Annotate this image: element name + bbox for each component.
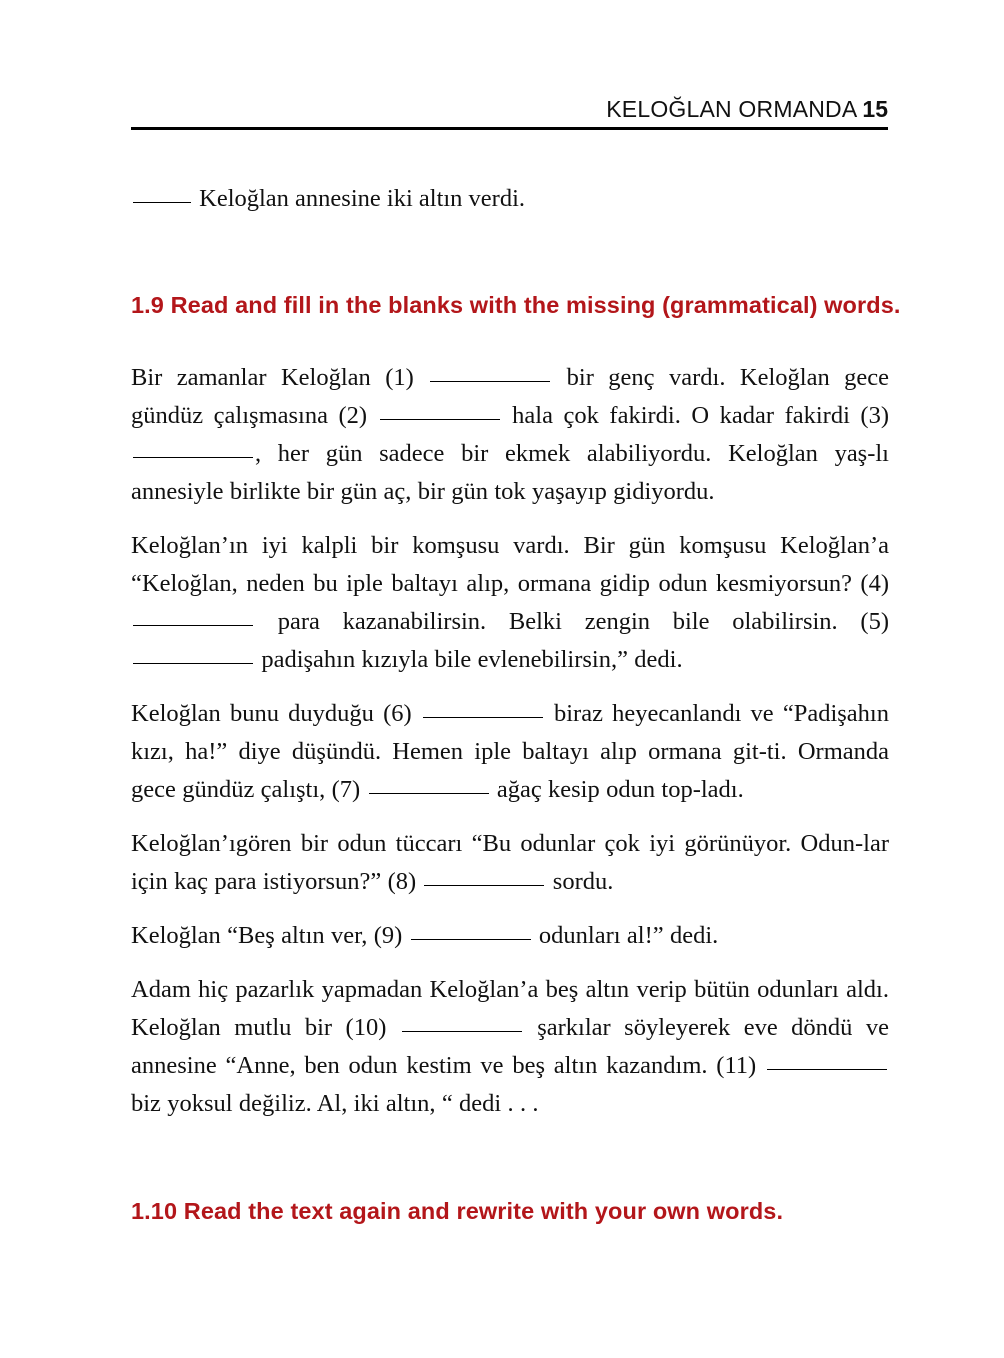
- story-paragraph: [131, 825, 889, 901]
- blank-3[interactable]: [133, 440, 253, 458]
- text-run: padişahın kızıyla bile evlenebilirsin,” dedi.: [255, 646, 683, 673]
- text-run: şarkılar söyleyerek eve döndü ve annesine “Anne, ben odun kestim ve beş altın kazandım. (11): [131, 1014, 889, 1079]
- text-run: Keloğlan’ın iyi kalpli bir komşusu vardı. Bir gün komşusu Keloğlan’a “Keloğlan, neden bu iple baltayı alıp, ormana gidip odun kesmiyorsun? (4): [131, 532, 889, 597]
- text-run: , her gün sadece bir ekmek alabiliyordu. Keloğlan yaş-lı annesiyle birlikte bir gün aç, bir gün tok yaşayıp gidiyordu.: [131, 440, 889, 505]
- blank-10[interactable]: [402, 1014, 522, 1032]
- blank-7[interactable]: [369, 776, 489, 794]
- blank-8[interactable]: [424, 868, 544, 886]
- text-run: Keloğlan bunu duyduğu (6): [131, 700, 421, 727]
- blank-6[interactable]: [423, 700, 543, 718]
- blank-2[interactable]: [380, 402, 500, 420]
- text-run: para kazanabilirsin. Belki zengin bile olabilirsin. (5): [255, 608, 889, 635]
- text-run: hala çok fakirdi. O kadar fakirdi (3): [501, 402, 890, 429]
- page-number: 15: [862, 96, 888, 122]
- blank-11[interactable]: [767, 1052, 887, 1070]
- task-heading-1-9: 1.9 Read and fill in the blanks with the missing (grammatical) words.: [131, 292, 901, 318]
- lead-sentence-text: Keloğlan annesine iki altın verdi.: [199, 185, 526, 212]
- text-run: Keloğlan’ıgören bir odun tüccarı “Bu odunlar çok iyi görünüyor. Odun-lar için kaç para istiyorsun?” (8): [131, 830, 889, 895]
- story-text-body: [131, 359, 889, 1139]
- task-heading-1-10: 1.10 Read the text again and rewrite with your own words.: [131, 1198, 784, 1224]
- text-run: Bir zamanlar Keloğlan (1): [131, 364, 429, 391]
- blank-5[interactable]: [133, 646, 253, 664]
- story-paragraph: [131, 695, 889, 809]
- text-run: odunları al!” dedi.: [532, 922, 719, 949]
- story-paragraph: [131, 359, 889, 511]
- story-paragraph: [131, 527, 889, 679]
- text-run: ağaç kesip odun top-ladı.: [490, 776, 744, 803]
- lead-sentence-block: [131, 180, 889, 266]
- blank-lead[interactable]: [133, 185, 191, 203]
- blank-9[interactable]: [411, 922, 531, 940]
- text-run: biraz heyecanlandı ve “Padişahın kızı, ha!” diye düşündü. Hemen iple baltayı alıp ormana git-ti. Ormanda gece gündüz çalıştı, (7): [131, 700, 889, 803]
- book-title: KELOĞLAN ORMANDA: [606, 96, 858, 122]
- text-run: sordu.: [546, 868, 614, 895]
- text-run: biz yoksul değiliz. Al, iki altın, “ dedi . . .: [131, 1090, 539, 1117]
- lead-sentence: [131, 180, 889, 218]
- story-paragraph: [131, 917, 889, 955]
- text-run: Adam hiç pazarlık yapmadan Keloğlan’a beş altın verip bütün odunları aldı. Keloğlan mutlu bir (10): [131, 976, 889, 1041]
- blank-4[interactable]: [133, 608, 253, 626]
- text-run: bir genç vardı. Keloğlan gece gündüz çalışmasına (2): [131, 364, 889, 429]
- story-paragraph: [131, 971, 889, 1123]
- blank-1[interactable]: [430, 364, 550, 382]
- page-running-header: [131, 98, 888, 130]
- text-run: Keloğlan “Beş altın ver, (9): [131, 922, 409, 949]
